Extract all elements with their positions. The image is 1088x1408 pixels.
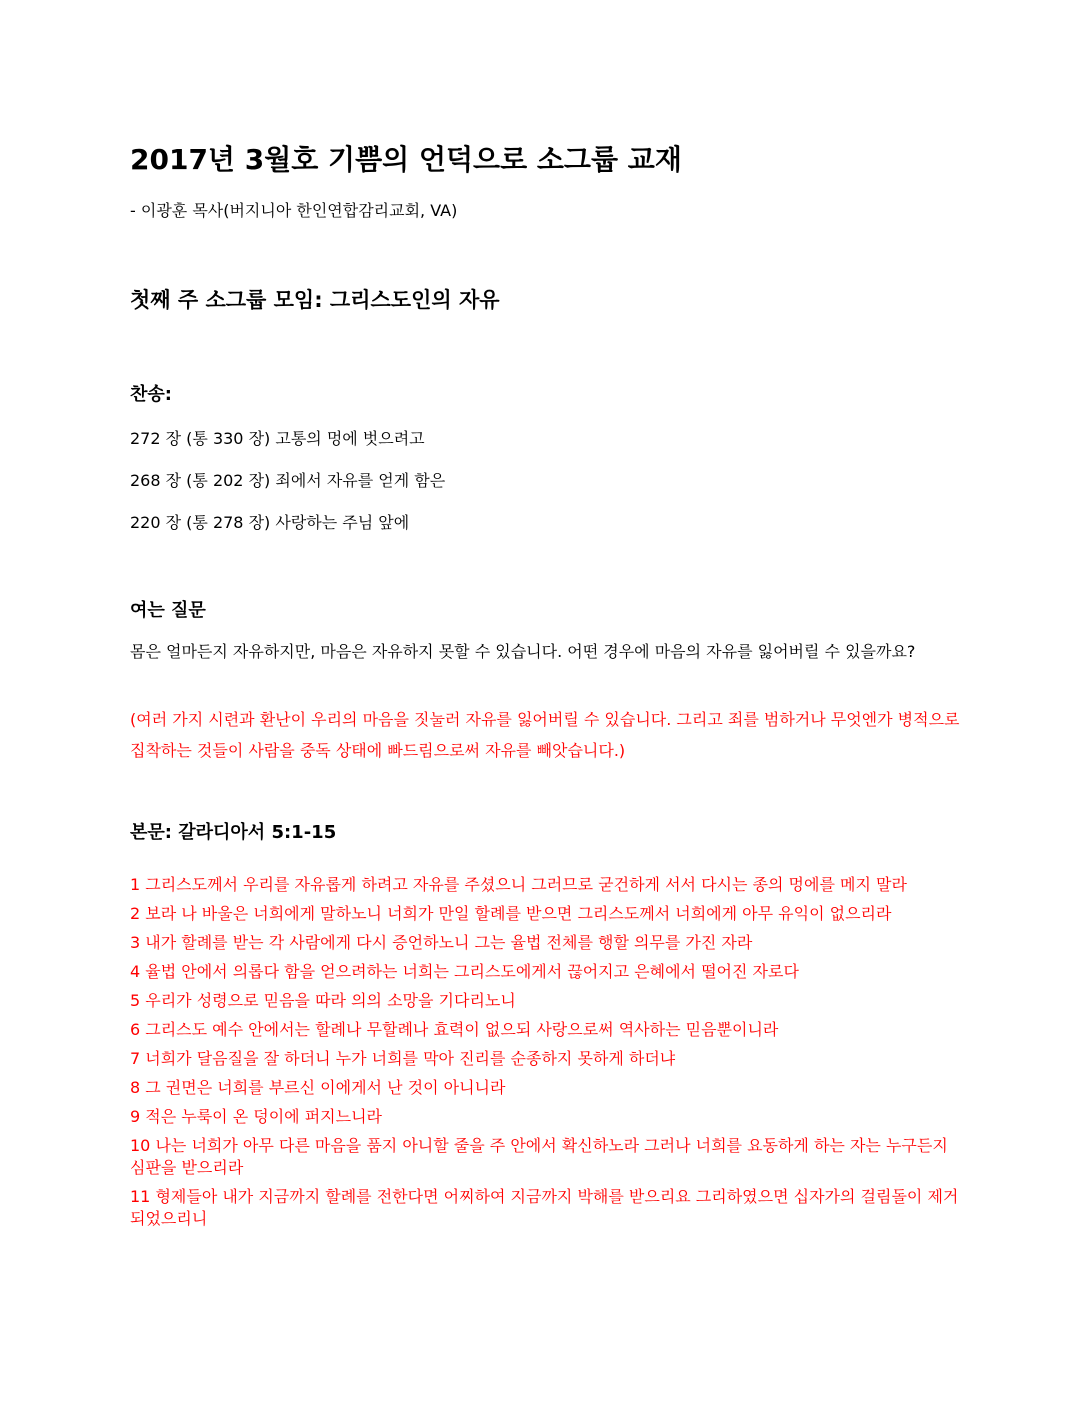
verse-2: 2 보라 나 바울은 너희에게 말하노니 너희가 만일 할례를 받으면 그리스도께서 너희에게 아무 유익이 없으리라 bbox=[130, 904, 892, 923]
verse-5: 5 우리가 성령으로 믿음을 따라 의의 소망을 기다리노니 bbox=[130, 991, 516, 1010]
verse-3: 3 내가 할례를 받는 각 사람에게 다시 증언하노니 그는 율법 전체를 행할 의무를 가진 자라 bbox=[130, 933, 753, 952]
verse-10: 10 나는 너희가 아무 다른 마음을 품지 아니할 줄을 주 안에서 확신하노라 그러나 너희를 요동하게 하는 자는 누구든지 심판을 받으리라 bbox=[130, 1136, 948, 1177]
hymn-item-3: 220 장 (통 278 장) 사랑하는 주님 앞에 bbox=[130, 513, 410, 532]
week-title: 첫째 주 소그룹 모임: 그리스도인의 자유 bbox=[130, 288, 500, 312]
hymn-item-1: 272 장 (통 330 장) 고통의 멍에 벗으려고 bbox=[130, 429, 425, 448]
opening-question-heading: 여는 질문 bbox=[130, 600, 206, 621]
verse-4: 4 율법 안에서 의롭다 함을 얻으려하는 너희는 그리스도에게서 끊어지고 은혜에서 떨어진 자로다 bbox=[130, 962, 799, 981]
scripture-heading: 본문: 갈라디아서 5:1-15 bbox=[130, 822, 337, 843]
verse-11: 11 형제들아 내가 지금까지 할례를 전한다면 어찌하여 지금까지 박해를 받으리요 그리하였으면 십자가의 걸림돌이 제거되었으리니 bbox=[130, 1187, 959, 1228]
verse-1: 1 그리스도께서 우리를 자유롭게 하려고 자유를 주셨으니 그러므로 굳건하게 서서 다시는 종의 멍에를 메지 말라 bbox=[130, 875, 907, 894]
hymns-heading: 찬송: bbox=[130, 384, 172, 405]
hymn-item-2: 268 장 (통 202 장) 죄에서 자유를 얻게 함은 bbox=[130, 471, 446, 490]
author-line: - 이광훈 목사(버지니아 한인연합감리교회, VA) bbox=[130, 201, 458, 220]
verse-8: 8 그 권면은 너희를 부르신 이에게서 난 것이 아니니라 bbox=[130, 1078, 506, 1097]
scripture-verse-list bbox=[130, 874, 960, 1237]
opening-answer: (여러 가지 시련과 환난이 우리의 마음을 짓눌러 자유를 잃어버릴 수 있습니다. 그리고 죄를 범하거나 무엇엔가 병적으로 집착하는 것들이 사람을 중독 상태에 빠드림으로써 자유를 빼앗습니다.) bbox=[130, 710, 960, 760]
verse-6: 6 그리스도 예수 안에서는 할례나 무할례나 효력이 없으되 사랑으로써 역사하는 믿음뿐이니라 bbox=[130, 1020, 779, 1039]
document-title: 2017년 3월호 기쁨의 언덕으로 소그룹 교재 bbox=[130, 143, 682, 176]
verse-7: 7 너희가 달음질을 잘 하더니 누가 너희를 막아 진리를 순종하지 못하게 하더냐 bbox=[130, 1049, 676, 1068]
verse-9: 9 적은 누룩이 온 덩이에 퍼지느니라 bbox=[130, 1107, 382, 1126]
opening-question: 몸은 얼마든지 자유하지만, 마음은 자유하지 못할 수 있습니다. 어떤 경우에 마음의 자유를 잃어버릴 수 있을까요? bbox=[130, 642, 916, 661]
